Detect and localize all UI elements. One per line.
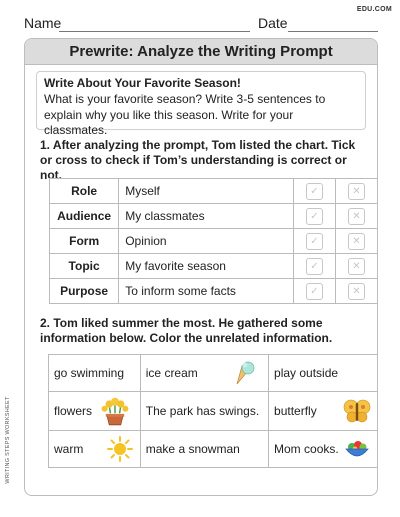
check-row-purpose: [50, 279, 378, 304]
info-cell[interactable]: [49, 355, 141, 392]
prompt-heading: Write About Your Favorite Season!: [44, 76, 241, 90]
info-cell[interactable]: [269, 431, 378, 468]
tick-box[interactable]: ✓: [306, 208, 323, 225]
date-line[interactable]: [288, 31, 378, 32]
cross-box[interactable]: ✕: [348, 183, 365, 200]
row-value: Opinion: [119, 229, 294, 254]
row-value: My classmates: [119, 204, 294, 229]
tick-box[interactable]: ✓: [306, 233, 323, 250]
cross-box[interactable]: ✕: [348, 208, 365, 225]
side-label: [2, 390, 14, 490]
question-1: 1. After analyzing the prompt, Tom listed the chart. Tick or cross to check if Tom’s understanding is correct or not.: [40, 138, 356, 182]
question-2: 2. Tom liked summer the most. He gathered some information below. Color the unrelated information.: [40, 316, 333, 345]
flower-pot-icon: [95, 396, 135, 426]
row-label: Purpose: [50, 279, 119, 304]
row-value: My favorite season: [119, 254, 294, 279]
cross-box[interactable]: ✕: [348, 283, 365, 300]
writing-prompt-box: [36, 71, 366, 137]
info-cell[interactable]: [140, 355, 268, 392]
tick-box[interactable]: ✓: [306, 258, 323, 275]
sun-icon: [105, 436, 135, 462]
info-cell[interactable]: [140, 392, 268, 431]
worksheet-card: [24, 38, 378, 496]
prompt-body: What is your favorite season? Write 3-5 sentences to explain why you like this season. Write for your classmates.: [44, 92, 326, 137]
ice-cream-icon: [233, 360, 263, 386]
information-table: [48, 354, 378, 468]
brand-logo: EDU.COM: [356, 6, 392, 13]
check-table: [49, 178, 378, 304]
info-text: make a snowman: [145, 442, 240, 456]
info-text: warm: [54, 442, 84, 456]
info-text: go swimming: [54, 366, 125, 380]
row-value: Myself: [119, 179, 294, 204]
salad-bowl-icon: [342, 436, 372, 462]
side-label-text: WRITING STEPS WORKSHEET: [5, 396, 11, 484]
cross-box[interactable]: ✕: [348, 258, 365, 275]
check-row-audience: [50, 204, 378, 229]
butterfly-icon: [342, 398, 372, 424]
check-row-topic: [50, 254, 378, 279]
info-cell[interactable]: [49, 431, 141, 468]
check-row-role: [50, 179, 378, 204]
info-cell[interactable]: [269, 355, 378, 392]
info-text: ice cream: [145, 366, 198, 380]
name-label: Name: [24, 15, 62, 31]
cross-box[interactable]: ✕: [348, 233, 365, 250]
info-text: flowers: [54, 404, 93, 418]
info-cell[interactable]: [49, 392, 141, 431]
tick-box[interactable]: ✓: [306, 183, 323, 200]
row-label: Audience: [50, 204, 119, 229]
info-text: Mom cooks.: [274, 442, 339, 456]
info-text: butterfly: [274, 404, 317, 418]
info-text: The park has swings.: [145, 404, 260, 418]
name-line[interactable]: [59, 31, 250, 32]
tick-box[interactable]: ✓: [306, 283, 323, 300]
page-title: Prewrite: Analyze the Writing Prompt: [25, 39, 377, 65]
row-label: Topic: [50, 254, 119, 279]
check-row-form: [50, 229, 378, 254]
row-label: Role: [50, 179, 119, 204]
info-text: play outside: [274, 366, 339, 380]
row-label: Form: [50, 229, 119, 254]
info-cell[interactable]: [140, 431, 268, 468]
date-label: Date: [258, 15, 288, 31]
info-cell[interactable]: [269, 392, 378, 431]
row-value: To inform some facts: [119, 279, 294, 304]
